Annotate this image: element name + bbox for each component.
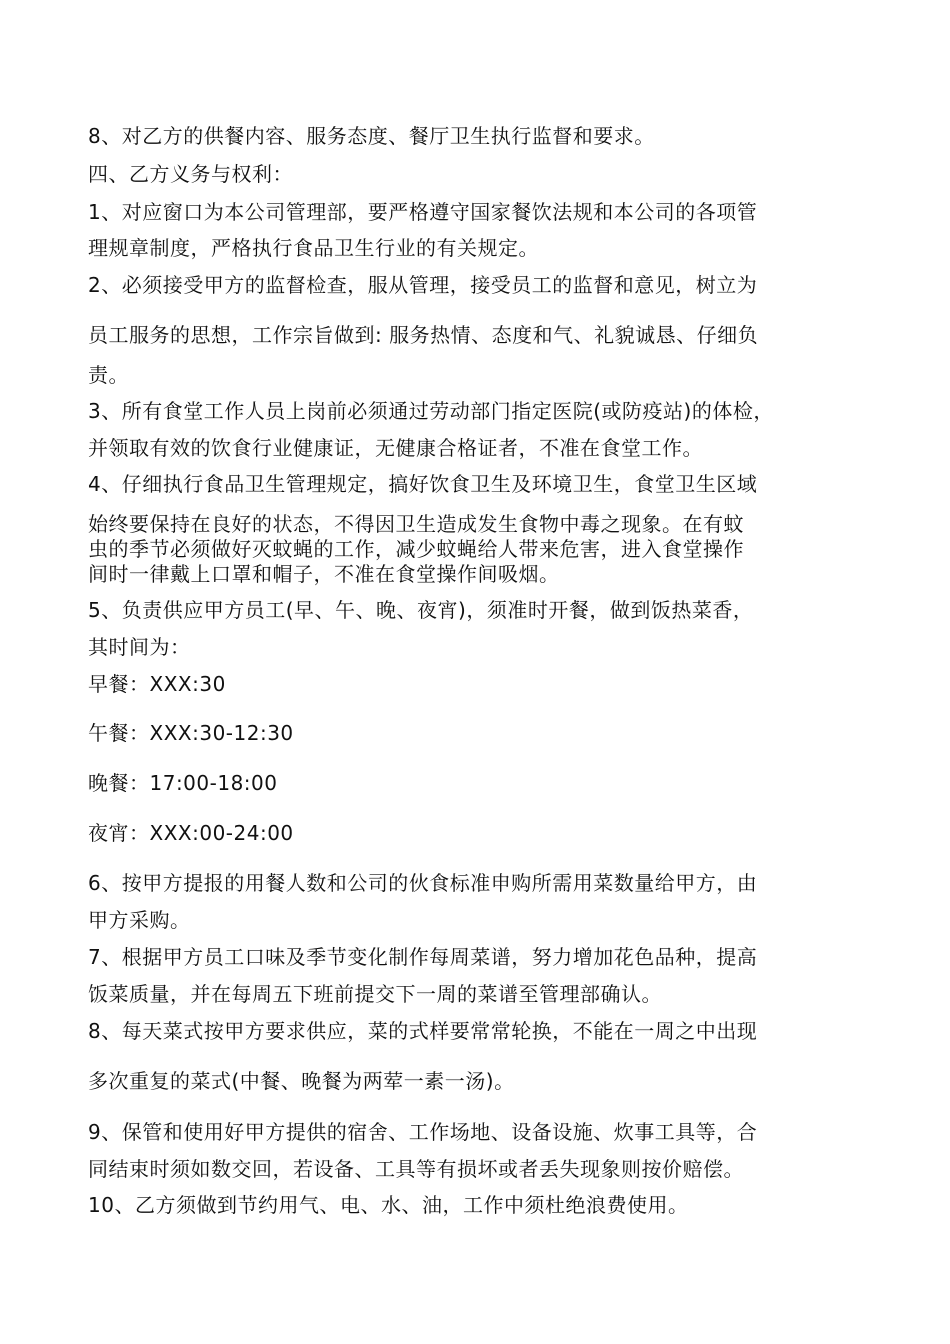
text-line: 5、负责供应甲方员工(早、午、晚、夜宵)，须准时开餐，做到饭热菜香， [88,598,754,622]
text-line: 其时间为： [88,635,191,659]
text-line: 并领取有效的饮食行业健康证，无健康合格证者，不准在食堂工作。 [88,436,703,460]
text-line: 理规章制度，严格执行食品卫生行业的有关规定。 [88,236,539,260]
text-line: 1、对应窗口为本公司管理部，要严格遵守国家餐饮法规和本公司的各项管 [88,200,758,224]
text-line: 8、每天菜式按甲方要求供应，菜的式样要常常轮换，不能在一周之中出现 [88,1019,758,1043]
meal-time-dinner: 晚餐：17:00-18:00 [88,771,278,795]
meal-time-breakfast: 早餐：XXX:30 [88,672,226,696]
text-line: 甲方采购。 [88,908,191,932]
text-line: 多次重复的菜式(中餐、晚餐为两荤一素一汤)。 [88,1069,515,1093]
text-line: 同结束时须如数交回，若设备、工具等有损坏或者丢失现象则按价赔偿。 [88,1157,744,1181]
text-line: 7、根据甲方员工口味及季节变化制作每周菜谱，努力增加花色品种，提高 [88,945,758,969]
text-line: 虫的季节必须做好灭蚊蝇的工作，减少蚊蝇给人带来危害，进入食堂操作 [88,537,744,561]
text-line: 始终要保持在良好的状态，不得因卫生造成发生食物中毒之现象。在有蚊 [88,512,744,536]
text-line: 8、对乙方的供餐内容、服务态度、餐厅卫生执行监督和要求。 [88,124,655,148]
meal-time-late-night: 夜宵：XXX:00-24:00 [88,821,294,845]
text-line: 9、保管和使用好甲方提供的宿舍、工作场地、设备设施、炊事工具等，合 [88,1120,758,1144]
text-line: 10、乙方须做到节约用气、电、水、油，工作中须杜绝浪费使用。 [88,1193,689,1217]
text-line: 员工服务的思想，工作宗旨做到: 服务热情、态度和气、礼貌诚恳、仔细负 [88,323,759,347]
text-line: 4、仔细执行食品卫生管理规定，搞好饮食卫生及环境卫生，食堂卫生区域 [88,472,758,496]
text-line: 间时一律戴上口罩和帽子，不准在食堂操作间吸烟。 [88,562,560,586]
text-line: 6、按甲方提报的用餐人数和公司的伙食标准申购所需用菜数量给甲方，由 [88,871,758,895]
text-line: 2、必须接受甲方的监督检查，服从管理，接受员工的监督和意见，树立为 [88,273,758,297]
meal-time-lunch: 午餐：XXX:30-12:30 [88,721,294,745]
text-line: 责。 [88,363,129,387]
section-heading: 四、乙方义务与权利： [88,162,293,186]
text-line: 3、所有食堂工作人员上岗前必须通过劳动部门指定医院(或防疫站)的体检， [88,399,774,423]
text-line: 饭菜质量，并在每周五下班前提交下一周的菜谱至管理部确认。 [88,982,662,1006]
